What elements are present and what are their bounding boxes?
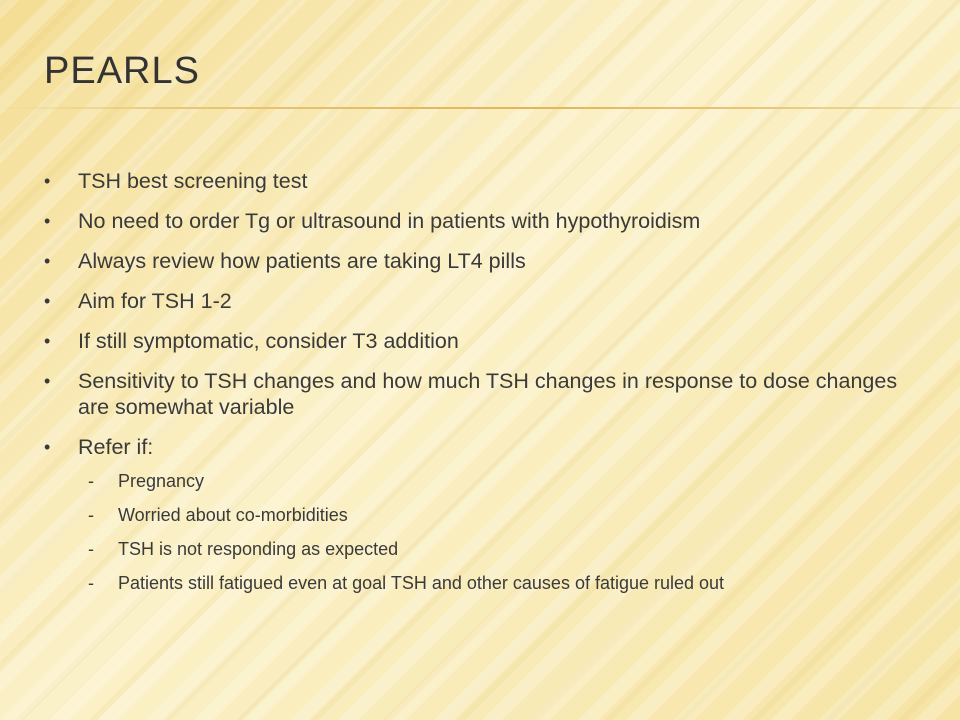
bullet-dot-icon: • (44, 211, 51, 231)
bullet-item (44, 434, 934, 594)
bullet-item (44, 288, 934, 314)
sub-bullet-item (44, 504, 934, 526)
dash-icon: - (88, 573, 94, 593)
bullet-text: TSH best screening test (78, 169, 308, 193)
bullet-text: If still symptomatic, consider T3 addition (78, 329, 459, 353)
bullet-dot-icon: • (44, 437, 51, 457)
bullet-text: Refer if: (78, 435, 154, 459)
sub-bullet-item (44, 572, 934, 594)
bullet-text: No need to order Tg or ultrasound in patients with hypothyroidism (78, 209, 701, 233)
bullet-dot-icon: • (44, 251, 51, 271)
dash-icon: - (88, 505, 94, 525)
slide-title: PEARLS (44, 50, 200, 92)
sub-bullet-text: Pregnancy (118, 471, 205, 491)
bullet-item (44, 208, 934, 234)
bullet-dot-icon: • (44, 291, 51, 311)
bullet-item (44, 328, 934, 354)
sub-bullet-text: Worried about co-morbidities (118, 505, 348, 525)
bullet-text: Sensitivity to TSH changes and how much TSH changes in response to dose changes are somewhat variable (78, 369, 898, 419)
bullet-dot-icon: • (44, 371, 51, 391)
sub-bullet-list (78, 470, 934, 594)
bullet-item (44, 168, 934, 194)
dash-icon: - (88, 539, 94, 559)
dash-icon: - (88, 471, 94, 491)
title-divider (0, 107, 960, 109)
sub-bullet-text: Patients still fatigued even at goal TSH and other causes of fatigue ruled out (118, 573, 725, 593)
bullet-item (44, 368, 934, 420)
sub-bullet-item (44, 470, 934, 492)
bullet-text: Always review how patients are taking LT4 pills (78, 249, 526, 273)
bullet-dot-icon: • (44, 171, 51, 191)
bullet-text: Aim for TSH 1-2 (78, 289, 232, 313)
bullet-list (44, 168, 934, 608)
bullet-dot-icon: • (44, 331, 51, 351)
bullet-item (44, 248, 934, 274)
sub-bullet-text: TSH is not responding as expected (118, 539, 399, 559)
sub-bullet-item (44, 538, 934, 560)
